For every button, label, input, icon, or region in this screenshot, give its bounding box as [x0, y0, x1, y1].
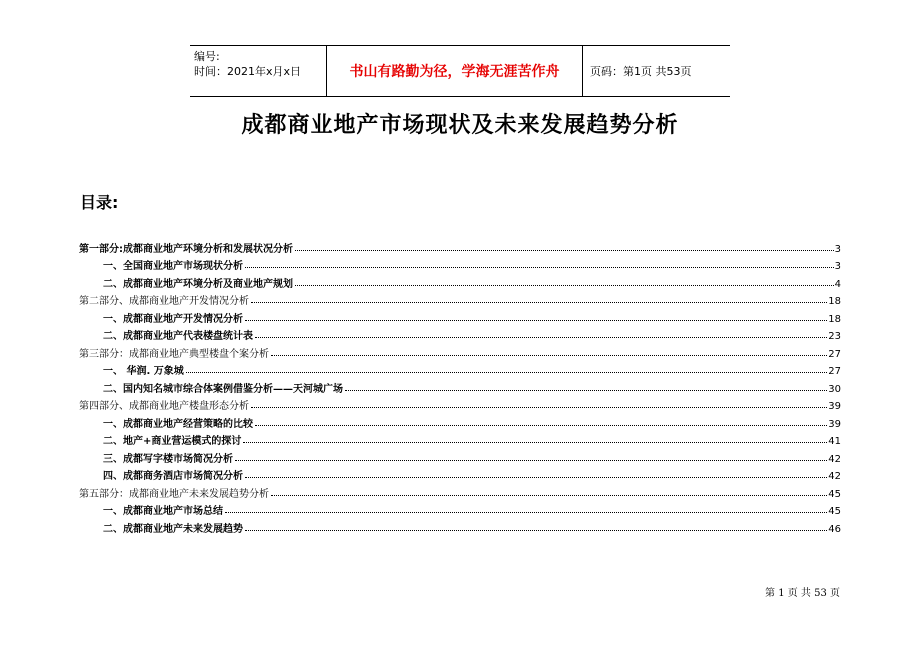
toc-leader-dots [295, 250, 834, 251]
toc-entry-label: 第五部分：成都商业地产未来发展趋势分析 [79, 488, 269, 500]
toc-entry-part-5[interactable] [79, 482, 841, 500]
document-time-label: 时间：2021年x月x日 [194, 65, 302, 78]
document-number-label: 编号: [194, 50, 220, 63]
toc-entry[interactable] [79, 447, 841, 465]
toc-entry-page: 45 [828, 506, 841, 517]
toc-entry-page: 46 [828, 523, 841, 535]
toc-entry-label: 二、成都商业地产未来发展趋势 [103, 523, 243, 535]
toc-leader-dots [225, 512, 827, 513]
toc-entry[interactable] [79, 465, 841, 483]
document-title: 成都商业地产市场现状及未来发展趋势分析 [241, 113, 679, 138]
toc-entry[interactable] [79, 307, 841, 325]
page-header [190, 45, 730, 97]
header-page-label: 页码：第1页 共53页 [590, 65, 692, 78]
toc-entry-label: 一、成都商业地产市场总结 [103, 506, 223, 517]
toc-entry[interactable] [79, 377, 841, 395]
toc-entry[interactable] [79, 325, 841, 343]
toc-leader-dots [235, 460, 827, 461]
toc-entry-label: 第二部分、成都商业地产开发情况分析 [79, 296, 249, 307]
toc-entry-page: 42 [828, 471, 841, 482]
toc-entry-page: 4 [834, 278, 841, 290]
toc-entry[interactable] [79, 517, 841, 535]
toc-entry-page: 27 [828, 348, 841, 360]
toc-entry-label: 二、成都商业地产代表楼盘统计表 [103, 331, 253, 342]
toc-entry-part-1[interactable] [79, 237, 841, 255]
toc-entry-label: 一、 华润. 万象城 [103, 366, 184, 377]
toc-entry[interactable] [79, 360, 841, 378]
toc-leader-dots [271, 495, 827, 496]
toc-entry-page: 18 [828, 313, 841, 325]
toc-entry[interactable] [79, 412, 841, 430]
toc-entry-label: 第三部分：成都商业地产典型楼盘个案分析 [79, 348, 269, 360]
toc-entry-label: 一、成都商业地产开发情况分析 [103, 313, 243, 325]
toc-leader-dots [251, 302, 827, 303]
toc-entry-page: 3 [834, 261, 841, 272]
toc-entry-label: 四、成都商务酒店市场简况分析 [103, 471, 243, 482]
toc-entry-page: 18 [828, 296, 841, 307]
header-meta [190, 46, 325, 96]
toc-entry-label: 二、成都商业地产环境分析及商业地产规划 [103, 278, 293, 290]
toc-heading: 目录: [80, 193, 119, 212]
toc-entry[interactable] [79, 430, 841, 448]
toc-entry[interactable] [79, 272, 841, 290]
toc-entry-page: 3 [834, 243, 841, 255]
toc-leader-dots [245, 530, 827, 531]
toc-leader-dots [271, 355, 827, 356]
toc-entry-label: 三、成都写字楼市场简况分析 [103, 453, 233, 465]
toc-leader-dots [345, 390, 827, 391]
toc-leader-dots [245, 320, 827, 321]
toc-entry-part-3[interactable] [79, 342, 841, 360]
toc-entry-label: 二、国内知名城市综合体案例借鉴分析——天河城广场 [103, 383, 343, 395]
toc-entry-page: 30 [828, 383, 841, 395]
toc-entry-page: 27 [828, 366, 841, 377]
toc-entry-part-2[interactable] [79, 290, 841, 308]
toc-entry-page: 41 [828, 436, 841, 447]
toc-leader-dots [295, 285, 834, 286]
toc-entry-label: 第四部分、成都商业地产楼盘形态分析 [79, 401, 249, 412]
toc-entry-page: 45 [828, 488, 841, 500]
toc-entry-page: 42 [828, 453, 841, 465]
toc-entry-label: 第一部分:成都商业地产环境分析和发展状况分析 [79, 243, 293, 255]
toc-leader-dots [245, 267, 834, 268]
toc-entry-label: 二、地产+商业营运模式的探讨 [103, 436, 242, 447]
toc-leader-dots [186, 372, 828, 373]
toc-entry[interactable] [79, 500, 841, 518]
toc-entry-page: 39 [828, 418, 841, 430]
page-footer: 第 1 页 共 53 页 [765, 588, 840, 599]
toc-leader-dots [255, 337, 827, 338]
toc-leader-dots [245, 477, 827, 478]
toc-entry[interactable] [79, 255, 841, 273]
toc-leader-dots [255, 425, 827, 426]
toc-entry-page: 39 [828, 401, 841, 412]
toc-entry-label: 一、成都商业地产经营策略的比较 [103, 418, 253, 430]
toc-entry-label: 一、全国商业地产市场现状分析 [103, 261, 243, 272]
toc-leader-dots [251, 407, 827, 408]
table-of-contents [79, 237, 841, 535]
toc-entry-part-4[interactable] [79, 395, 841, 413]
toc-leader-dots [243, 442, 827, 443]
toc-entry-page: 23 [828, 331, 841, 342]
header-motto: 书山有路勤为径，学海无涯苦作舟 [326, 46, 583, 96]
